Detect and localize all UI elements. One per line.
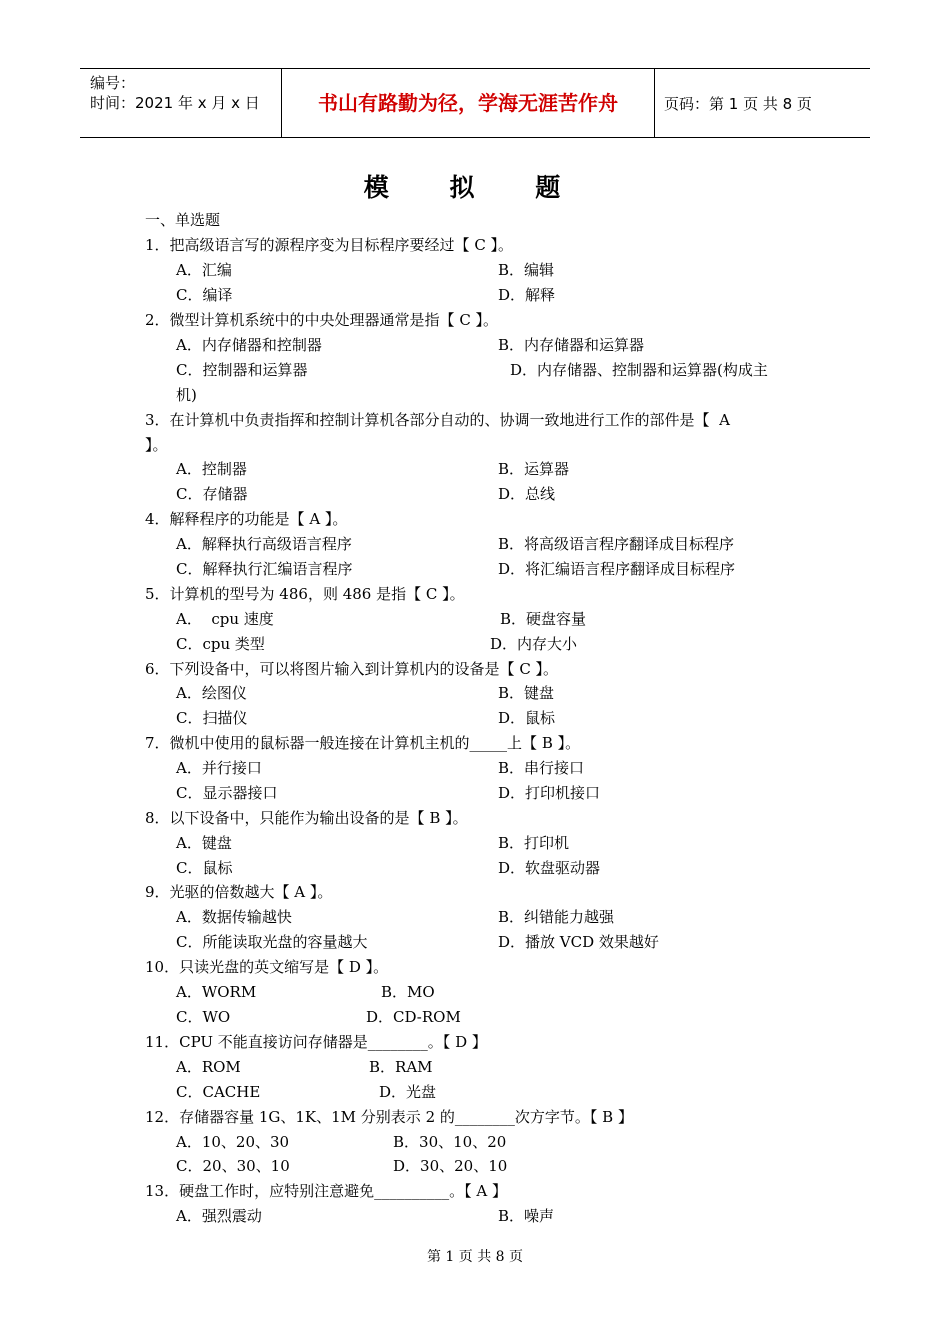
date-label: 时间：2021 年 x 月 x 日 bbox=[90, 94, 260, 112]
question-stem: 7．微机中使用的鼠标器一般连接在计算机主机的_____上【 B 】。 bbox=[145, 734, 581, 752]
option-a: A．并行接口 bbox=[176, 759, 262, 777]
header-meta bbox=[90, 73, 260, 113]
question-stem: 12．存储器容量 1G、1K、1M 分别表示 2 的________次方字节。【 B 】 bbox=[145, 1108, 633, 1126]
option-a: A．WORM bbox=[176, 983, 257, 1001]
question-stem: 9．光驱的倍数越大【 A 】。 bbox=[145, 883, 333, 901]
option-a: A．解释执行高级语言程序 bbox=[176, 535, 352, 553]
question-stem: 8．以下设备中，只能作为输出设备的是【 B 】。 bbox=[145, 809, 468, 827]
page-title: 模 拟 题 bbox=[363, 173, 587, 202]
option-a: A．ROM bbox=[176, 1058, 241, 1076]
option-c: C．WO bbox=[176, 1008, 231, 1026]
option-a: A．数据传输越快 bbox=[176, 908, 292, 926]
option-d: D．软盘驱动器 bbox=[498, 859, 601, 877]
option-b: B．噪声 bbox=[498, 1207, 555, 1225]
page-header bbox=[80, 68, 870, 138]
option-d: D．光盘 bbox=[379, 1083, 437, 1101]
option-c: C．20、30、10 bbox=[176, 1157, 290, 1175]
question-stem: 4．解释程序的功能是【 A 】。 bbox=[145, 510, 348, 528]
option-c: C．解释执行汇编语言程序 bbox=[176, 560, 353, 578]
option-c: C．所能读取光盘的容量越大 bbox=[176, 933, 368, 951]
option-a: A．绘图仪 bbox=[176, 684, 247, 702]
option-d: D．将汇编语言程序翻译成目标程序 bbox=[498, 560, 736, 578]
option-d: D．播放 VCD 效果越好 bbox=[498, 933, 659, 951]
question-stem: 10．只读光盘的英文缩写是【 D 】。 bbox=[145, 958, 389, 976]
option-b: B．键盘 bbox=[498, 684, 555, 702]
question-stem: 2．微型计算机系统中的中央处理器通常是指【 C 】。 bbox=[145, 311, 499, 329]
option-b: B．将高级语言程序翻译成目标程序 bbox=[498, 535, 735, 553]
option-b: B．打印机 bbox=[498, 834, 570, 852]
option-b: B．硬盘容量 bbox=[500, 610, 587, 628]
option-a: A． cpu 速度 bbox=[176, 610, 274, 628]
option-a: A．强烈震动 bbox=[176, 1207, 262, 1225]
option-a: A．10、20、30 bbox=[176, 1133, 290, 1151]
page-footer: 第 1 页 共 8 页 bbox=[426, 1249, 524, 1265]
option-c: C．扫描仪 bbox=[176, 709, 248, 727]
option-d: D．解释 bbox=[498, 286, 556, 304]
option-d-continued: 机) bbox=[176, 386, 197, 404]
question-stem: 13．硬盘工作时，应特别注意避免__________。【 A 】 bbox=[145, 1182, 507, 1200]
option-a: A．键盘 bbox=[176, 834, 232, 852]
option-a: A．内存储器和控制器 bbox=[176, 336, 322, 354]
question-stem: 3．在计算机中负责指挥和控制计算机各部分自动的、协调一致地进行工作的部件是【 A bbox=[145, 411, 730, 429]
option-b: B．运算器 bbox=[498, 460, 570, 478]
option-d: D．总线 bbox=[498, 485, 556, 503]
option-d: D．CD-ROM bbox=[366, 1008, 461, 1026]
question-stem-continued: 】。 bbox=[145, 436, 168, 454]
option-d: D．鼠标 bbox=[498, 709, 556, 727]
option-b: B．30、10、20 bbox=[393, 1133, 507, 1151]
option-d: D．内存大小 bbox=[490, 635, 578, 653]
option-c: C．显示器接口 bbox=[176, 784, 278, 802]
section-heading: 一、单选题 bbox=[145, 211, 221, 229]
motto: 书山有路勤为径，学海无涯苦作舟 bbox=[318, 91, 618, 115]
option-c: C．控制器和运算器 bbox=[176, 361, 308, 379]
option-b: B．内存储器和运算器 bbox=[498, 336, 645, 354]
option-c: C．CACHE bbox=[176, 1083, 261, 1101]
option-c: C．鼠标 bbox=[176, 859, 233, 877]
option-c: C．编译 bbox=[176, 286, 233, 304]
question-stem: 5．计算机的型号为 486，则 486 是指【 C 】。 bbox=[145, 585, 465, 603]
option-c: C．cpu 类型 bbox=[176, 635, 265, 653]
option-a: A．控制器 bbox=[176, 460, 247, 478]
page-info: 页码：第 1 页 共 8 页 bbox=[664, 95, 812, 113]
option-b: B．纠错能力越强 bbox=[498, 908, 615, 926]
header-divider bbox=[654, 69, 655, 137]
option-c: C．存储器 bbox=[176, 485, 248, 503]
option-a: A．汇编 bbox=[176, 261, 232, 279]
option-b: B．编辑 bbox=[498, 261, 555, 279]
option-b: B．串行接口 bbox=[498, 759, 585, 777]
option-b: B．RAM bbox=[369, 1058, 433, 1076]
option-b: B．MO bbox=[381, 983, 435, 1001]
question-stem: 1．把高级语言写的源程序变为目标程序要经过【 C 】。 bbox=[145, 236, 514, 254]
option-d: D．内存储器、控制器和运算器(构成主 bbox=[510, 361, 768, 379]
option-d: D．打印机接口 bbox=[498, 784, 601, 802]
number-label: 编号： bbox=[90, 74, 136, 92]
option-d: D．30、20、10 bbox=[393, 1157, 508, 1175]
question-stem: 11．CPU 不能直接访问存储器是________。【 D 】 bbox=[145, 1033, 487, 1051]
question-stem: 6．下列设备中，可以将图片输入到计算机内的设备是【 C 】。 bbox=[145, 660, 559, 678]
